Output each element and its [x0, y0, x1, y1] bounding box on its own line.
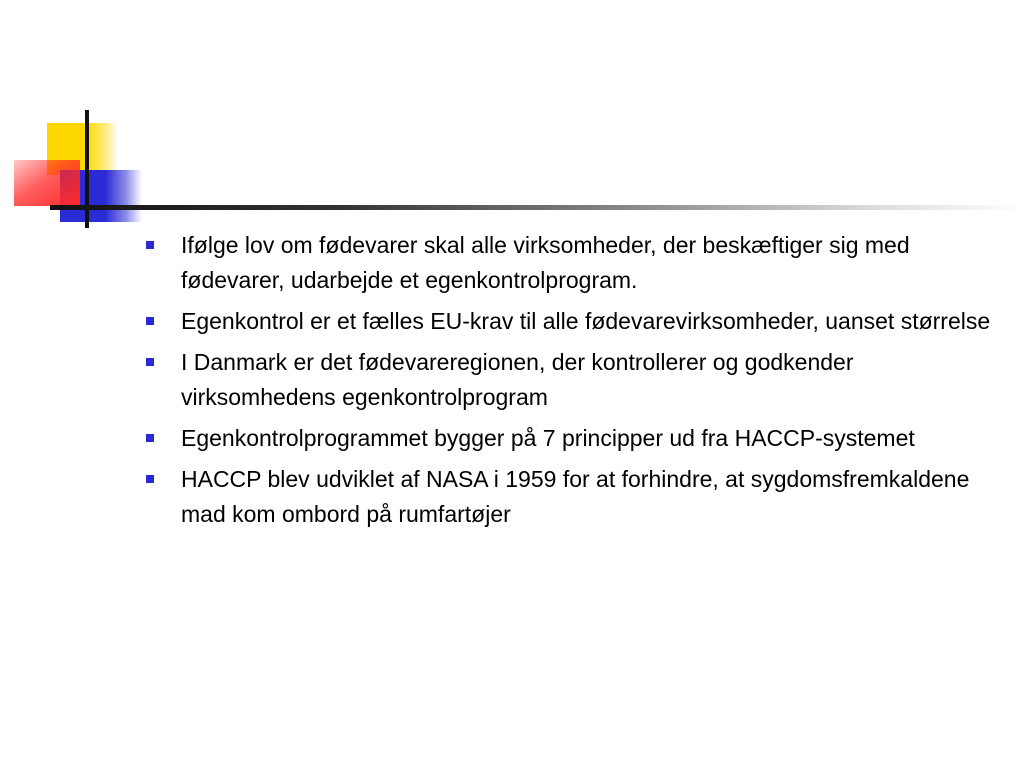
bullet-text: I Danmark er det fødevareregionen, der kontrollerer og godkender virksomhedens egenkontrolprogram [181, 349, 854, 410]
title-divider-line [50, 205, 1024, 210]
bullet-item [144, 345, 994, 415]
bullet-list [144, 228, 994, 538]
decorative-red-square [14, 160, 80, 206]
square-bullet-icon [146, 434, 154, 442]
bullet-item [144, 304, 994, 339]
square-bullet-icon [146, 358, 154, 366]
bullet-item [144, 462, 994, 532]
bullet-text: HACCP blev udviklet af NASA i 1959 for at forhindre, at sygdomsfremkaldene mad kom ombord på rumfartøjer [181, 466, 970, 527]
square-bullet-icon [146, 475, 154, 483]
square-bullet-icon [146, 241, 154, 249]
bullet-text: Egenkontrol er et fælles EU-krav til alle fødevarevirksomheder, uanset størrelse [181, 308, 991, 334]
bullet-text: Egenkontrolprogrammet bygger på 7 principper ud fra HACCP-systemet [181, 425, 915, 451]
bullet-item [144, 421, 994, 456]
square-bullet-icon [146, 317, 154, 325]
bullet-item [144, 228, 994, 298]
bullet-text: Ifølge lov om fødevarer skal alle virksomheder, der beskæftiger sig med fødevarer, udarbejde et egenkontrolprogram. [181, 232, 910, 293]
decorative-vertical-line [85, 110, 89, 228]
